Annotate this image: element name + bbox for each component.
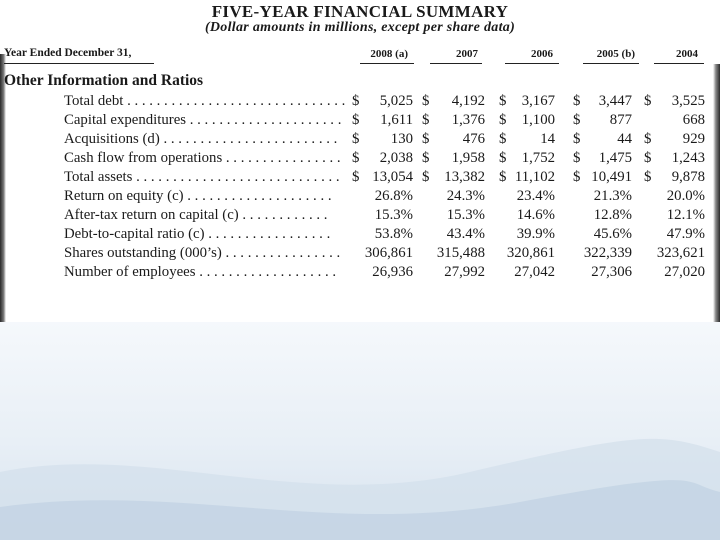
year-header-label: Year Ended December 31, xyxy=(4,47,132,59)
cell-value: 322,339 xyxy=(583,245,632,261)
table-row-capital-expenditures xyxy=(0,111,720,129)
cell-value: 23.4% xyxy=(516,188,555,204)
cell-value: 39.9% xyxy=(516,226,555,242)
cell-value: 47.9% xyxy=(666,226,705,242)
currency-symbol: $ xyxy=(573,112,581,128)
currency-symbol: $ xyxy=(352,112,360,128)
cell-value: 12.1% xyxy=(666,207,705,223)
cell-value: 5,025 xyxy=(379,93,413,109)
cell-value: 1,243 xyxy=(671,150,705,166)
cell-value: 4,192 xyxy=(451,93,485,109)
row-label: Total debt . . . . . . . . . . . . . . . . . . . . . . . . . . . . . . xyxy=(64,93,346,109)
currency-symbol: $ xyxy=(499,93,507,109)
currency-symbol: $ xyxy=(644,93,652,109)
currency-symbol: $ xyxy=(499,131,507,147)
table-row-total-debt xyxy=(0,92,720,110)
cell-value: 1,611 xyxy=(380,112,413,128)
cell-value: 315,488 xyxy=(436,245,485,261)
background-wave xyxy=(0,322,720,540)
cell-value: 14 xyxy=(540,131,555,147)
table-row-shares-outstanding xyxy=(0,244,720,262)
header-rule xyxy=(505,63,559,64)
currency-symbol: $ xyxy=(422,112,430,128)
cell-value: 15.3% xyxy=(446,207,485,223)
cell-value: 668 xyxy=(682,112,705,128)
section-title: Other Information and Ratios xyxy=(4,72,204,89)
cell-value: 929 xyxy=(682,131,705,147)
cell-value: 1,376 xyxy=(451,112,485,128)
summary-subtitle: (Dollar amounts in millions, except per share data) xyxy=(204,20,516,35)
cell-value: 44 xyxy=(617,131,632,147)
year-header-2008: 2008 (a) xyxy=(370,48,408,60)
row-label: Capital expenditures . . . . . . . . . . . . . . . . . . . . . xyxy=(64,112,342,128)
cell-value: 26.8% xyxy=(374,188,413,204)
cell-value: 15.3% xyxy=(374,207,413,223)
row-label: After-tax return on capital (c) . . . . . . . . . . . . xyxy=(64,207,328,223)
row-label: Number of employees . . . . . . . . . . . . . . . . . . . xyxy=(64,264,337,280)
header-rule xyxy=(360,63,414,64)
currency-symbol: $ xyxy=(352,150,360,166)
currency-symbol: $ xyxy=(499,150,507,166)
cell-value: 27,042 xyxy=(514,264,555,280)
row-label: Return on equity (c) . . . . . . . . . . . . . . . . . . . . xyxy=(64,188,332,204)
cell-value: 27,306 xyxy=(591,264,632,280)
currency-symbol: $ xyxy=(352,169,360,185)
cell-value: 45.6% xyxy=(593,226,632,242)
currency-symbol: $ xyxy=(499,169,507,185)
cell-value: 877 xyxy=(609,112,632,128)
row-label: Debt-to-capital ratio (c) . . . . . . . . . . . . . . . . . xyxy=(64,226,331,242)
cell-value: 14.6% xyxy=(516,207,555,223)
cell-value: 1,752 xyxy=(521,150,555,166)
row-label: Acquisitions (d) . . . . . . . . . . . . . . . . . . . . . . . . xyxy=(64,131,338,147)
cell-value: 20.0% xyxy=(666,188,705,204)
currency-symbol: $ xyxy=(422,169,430,185)
currency-symbol: $ xyxy=(573,93,581,109)
cell-value: 130 xyxy=(390,131,413,147)
cell-value: 306,861 xyxy=(364,245,413,261)
currency-symbol: $ xyxy=(573,131,581,147)
year-header-2007: 2007 xyxy=(456,48,478,60)
year-header-2006: 2006 xyxy=(531,48,553,60)
cell-value: 1,100 xyxy=(521,112,555,128)
cell-value: 11,102 xyxy=(514,169,555,185)
cell-value: 10,491 xyxy=(591,169,632,185)
cell-value: 320,861 xyxy=(506,245,555,261)
header-rule xyxy=(654,63,704,64)
cell-value: 43.4% xyxy=(446,226,485,242)
cell-value: 9,878 xyxy=(671,169,705,185)
cell-value: 27,992 xyxy=(444,264,485,280)
year-header-2004: 2004 xyxy=(676,48,698,60)
row-label: Total assets . . . . . . . . . . . . . . . . . . . . . . . . . . . . xyxy=(64,169,340,185)
header-rule xyxy=(583,63,639,64)
cell-value: 3,447 xyxy=(598,93,632,109)
cell-value: 26,936 xyxy=(372,264,413,280)
year-header-2005: 2005 (b) xyxy=(596,48,635,60)
cell-value: 2,038 xyxy=(379,150,413,166)
currency-symbol: $ xyxy=(422,150,430,166)
table-row-debt-to-capital-ratio xyxy=(0,225,720,243)
cell-value: 13,382 xyxy=(444,169,485,185)
currency-symbol: $ xyxy=(422,93,430,109)
row-label: Cash flow from operations . . . . . . . . . . . . . . . . xyxy=(64,150,341,166)
currency-symbol: $ xyxy=(644,131,652,147)
currency-symbol: $ xyxy=(573,150,581,166)
cell-value: 21.3% xyxy=(593,188,632,204)
table-row-number-of-employees xyxy=(0,263,720,281)
table-row-cash-flow-from-operations xyxy=(0,149,720,167)
table-row-after-tax-return-on-capital xyxy=(0,206,720,224)
cell-value: 1,958 xyxy=(451,150,485,166)
cell-value: 323,621 xyxy=(656,245,705,261)
cell-value: 12.8% xyxy=(593,207,632,223)
cell-value: 13,054 xyxy=(372,169,413,185)
currency-symbol: $ xyxy=(499,112,507,128)
cell-value: 476 xyxy=(462,131,485,147)
currency-symbol: $ xyxy=(422,131,430,147)
cell-value: 1,475 xyxy=(598,150,632,166)
currency-symbol: $ xyxy=(573,169,581,185)
header-rule xyxy=(4,63,154,64)
cell-value: 3,525 xyxy=(671,93,705,109)
cell-value: 3,167 xyxy=(521,93,555,109)
summary-title: FIVE-YEAR FINANCIAL SUMMARY xyxy=(211,2,509,21)
table-row-acquisitions xyxy=(0,130,720,148)
currency-symbol: $ xyxy=(352,131,360,147)
table-row-return-on-equity xyxy=(0,187,720,205)
cell-value: 24.3% xyxy=(446,188,485,204)
currency-symbol: $ xyxy=(352,93,360,109)
cell-value: 53.8% xyxy=(374,226,413,242)
cell-value: 27,020 xyxy=(664,264,705,280)
row-label: Shares outstanding (000’s) . . . . . . . . . . . . . . . . xyxy=(64,245,341,261)
currency-symbol: $ xyxy=(644,169,652,185)
table-row-total-assets xyxy=(0,168,720,186)
currency-symbol: $ xyxy=(644,150,652,166)
header-rule xyxy=(430,63,482,64)
